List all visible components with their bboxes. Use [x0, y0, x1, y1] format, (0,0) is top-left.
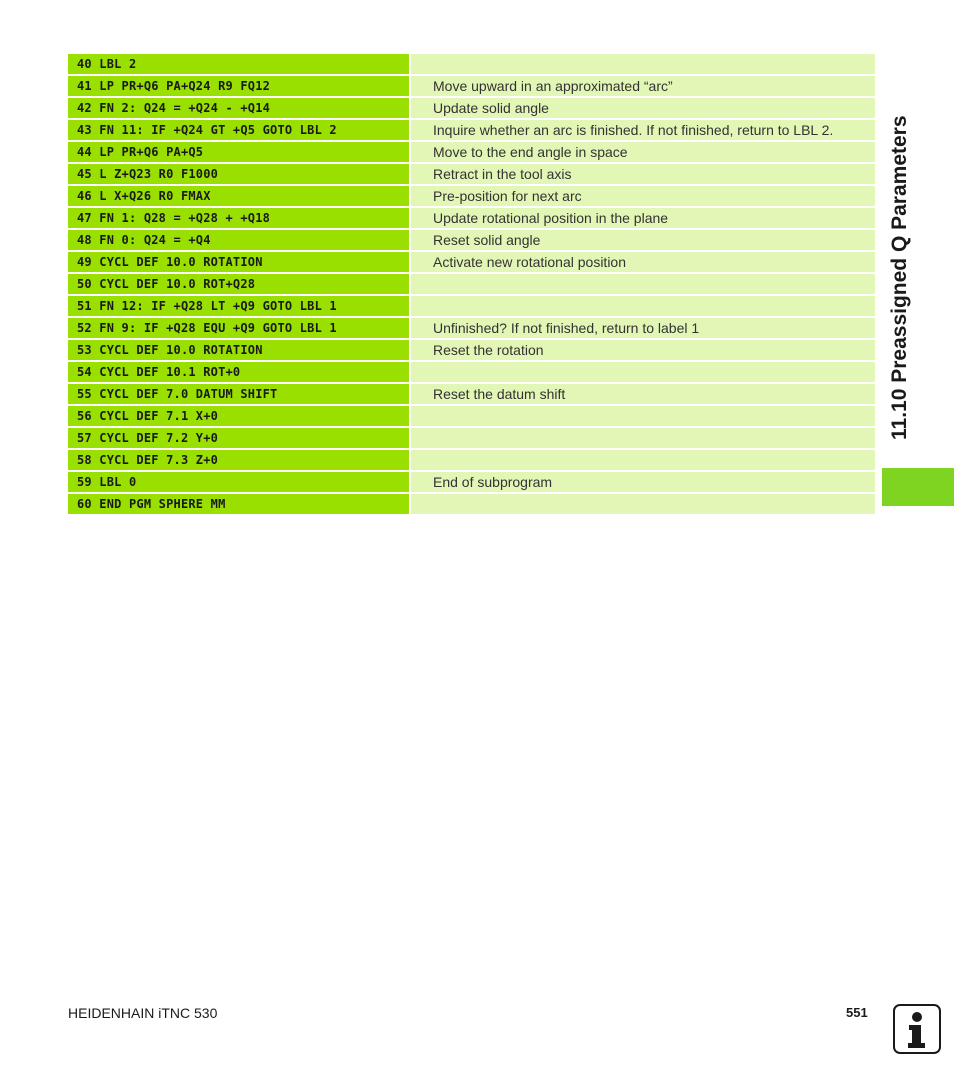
program-row [68, 98, 875, 120]
program-row [68, 186, 875, 208]
nc-block-description [409, 54, 875, 76]
nc-block-code: 60 END PGM SPHERE MM [68, 494, 409, 516]
nc-block-description: Reset the rotation [409, 340, 875, 362]
nc-block-description: Move to the end angle in space [409, 142, 875, 164]
program-row [68, 164, 875, 186]
nc-block-description: Unfinished? If not finished, return to label 1 [409, 318, 875, 340]
nc-block-description: Pre-position for next arc [409, 186, 875, 208]
nc-block-code: 42 FN 2: Q24 = +Q24 - +Q14 [68, 98, 409, 120]
nc-block-description: Retract in the tool axis [409, 164, 875, 186]
nc-block-code: 59 LBL 0 [68, 472, 409, 494]
nc-block-code: 54 CYCL DEF 10.1 ROT+0 [68, 362, 409, 384]
footer-manual-title: HEIDENHAIN iTNC 530 [68, 1005, 218, 1021]
nc-block-code: 48 FN 0: Q24 = +Q4 [68, 230, 409, 252]
nc-block-code: 52 FN 9: IF +Q28 EQU +Q9 GOTO LBL 1 [68, 318, 409, 340]
nc-block-code: 58 CYCL DEF 7.3 Z+0 [68, 450, 409, 472]
program-row [68, 296, 875, 318]
program-row [68, 384, 875, 406]
nc-block-description: Activate new rotational position [409, 252, 875, 274]
chapter-tab-marker [882, 468, 954, 506]
nc-block-description [409, 296, 875, 318]
nc-block-description: Reset solid angle [409, 230, 875, 252]
nc-block-description: Inquire whether an arc is finished. If not finished, return to LBL 2. [409, 120, 875, 142]
nc-block-code: 46 L X+Q26 R0 FMAX [68, 186, 409, 208]
program-row [68, 208, 875, 230]
nc-block-description [409, 494, 875, 516]
program-row [68, 274, 875, 296]
nc-block-code: 53 CYCL DEF 10.0 ROTATION [68, 340, 409, 362]
program-row [68, 340, 875, 362]
nc-block-description [409, 274, 875, 296]
program-row [68, 472, 875, 494]
nc-block-code: 56 CYCL DEF 7.1 X+0 [68, 406, 409, 428]
nc-block-description: Update rotational position in the plane [409, 208, 875, 230]
program-row [68, 54, 875, 76]
nc-block-description [409, 362, 875, 384]
program-row [68, 450, 875, 472]
program-table-body [68, 54, 875, 516]
nc-block-code: 51 FN 12: IF +Q28 LT +Q9 GOTO LBL 1 [68, 296, 409, 318]
nc-block-code: 45 L Z+Q23 R0 F1000 [68, 164, 409, 186]
nc-block-code: 44 LP PR+Q6 PA+Q5 [68, 142, 409, 164]
program-row [68, 362, 875, 384]
program-row [68, 120, 875, 142]
nc-block-code: 49 CYCL DEF 10.0 ROTATION [68, 252, 409, 274]
nc-block-code: 55 CYCL DEF 7.0 DATUM SHIFT [68, 384, 409, 406]
nc-block-code: 50 CYCL DEF 10.0 ROT+Q28 [68, 274, 409, 296]
nc-block-description: Move upward in an approximated “arc” [409, 76, 875, 98]
nc-block-description [409, 428, 875, 450]
nc-block-code: 41 LP PR+Q6 PA+Q24 R9 FQ12 [68, 76, 409, 98]
program-row [68, 406, 875, 428]
nc-block-code: 40 LBL 2 [68, 54, 409, 76]
nc-block-description [409, 450, 875, 472]
program-row [68, 76, 875, 98]
program-row [68, 428, 875, 450]
page-number: 551 [846, 1005, 868, 1020]
nc-block-description: Reset the datum shift [409, 384, 875, 406]
info-icon [893, 1004, 941, 1054]
nc-block-code: 47 FN 1: Q28 = +Q28 + +Q18 [68, 208, 409, 230]
program-row [68, 230, 875, 252]
program-row [68, 318, 875, 340]
program-row [68, 252, 875, 274]
program-row [68, 494, 875, 516]
nc-block-description: Update solid angle [409, 98, 875, 120]
nc-block-code: 43 FN 11: IF +Q24 GT +Q5 GOTO LBL 2 [68, 120, 409, 142]
nc-program-table [68, 54, 875, 516]
section-heading: 11.10 Preassigned Q Parameters [888, 115, 911, 440]
info-icon-glyph [895, 1006, 939, 1052]
nc-block-description [409, 406, 875, 428]
nc-block-description: End of subprogram [409, 472, 875, 494]
nc-block-code: 57 CYCL DEF 7.2 Y+0 [68, 428, 409, 450]
program-row [68, 142, 875, 164]
